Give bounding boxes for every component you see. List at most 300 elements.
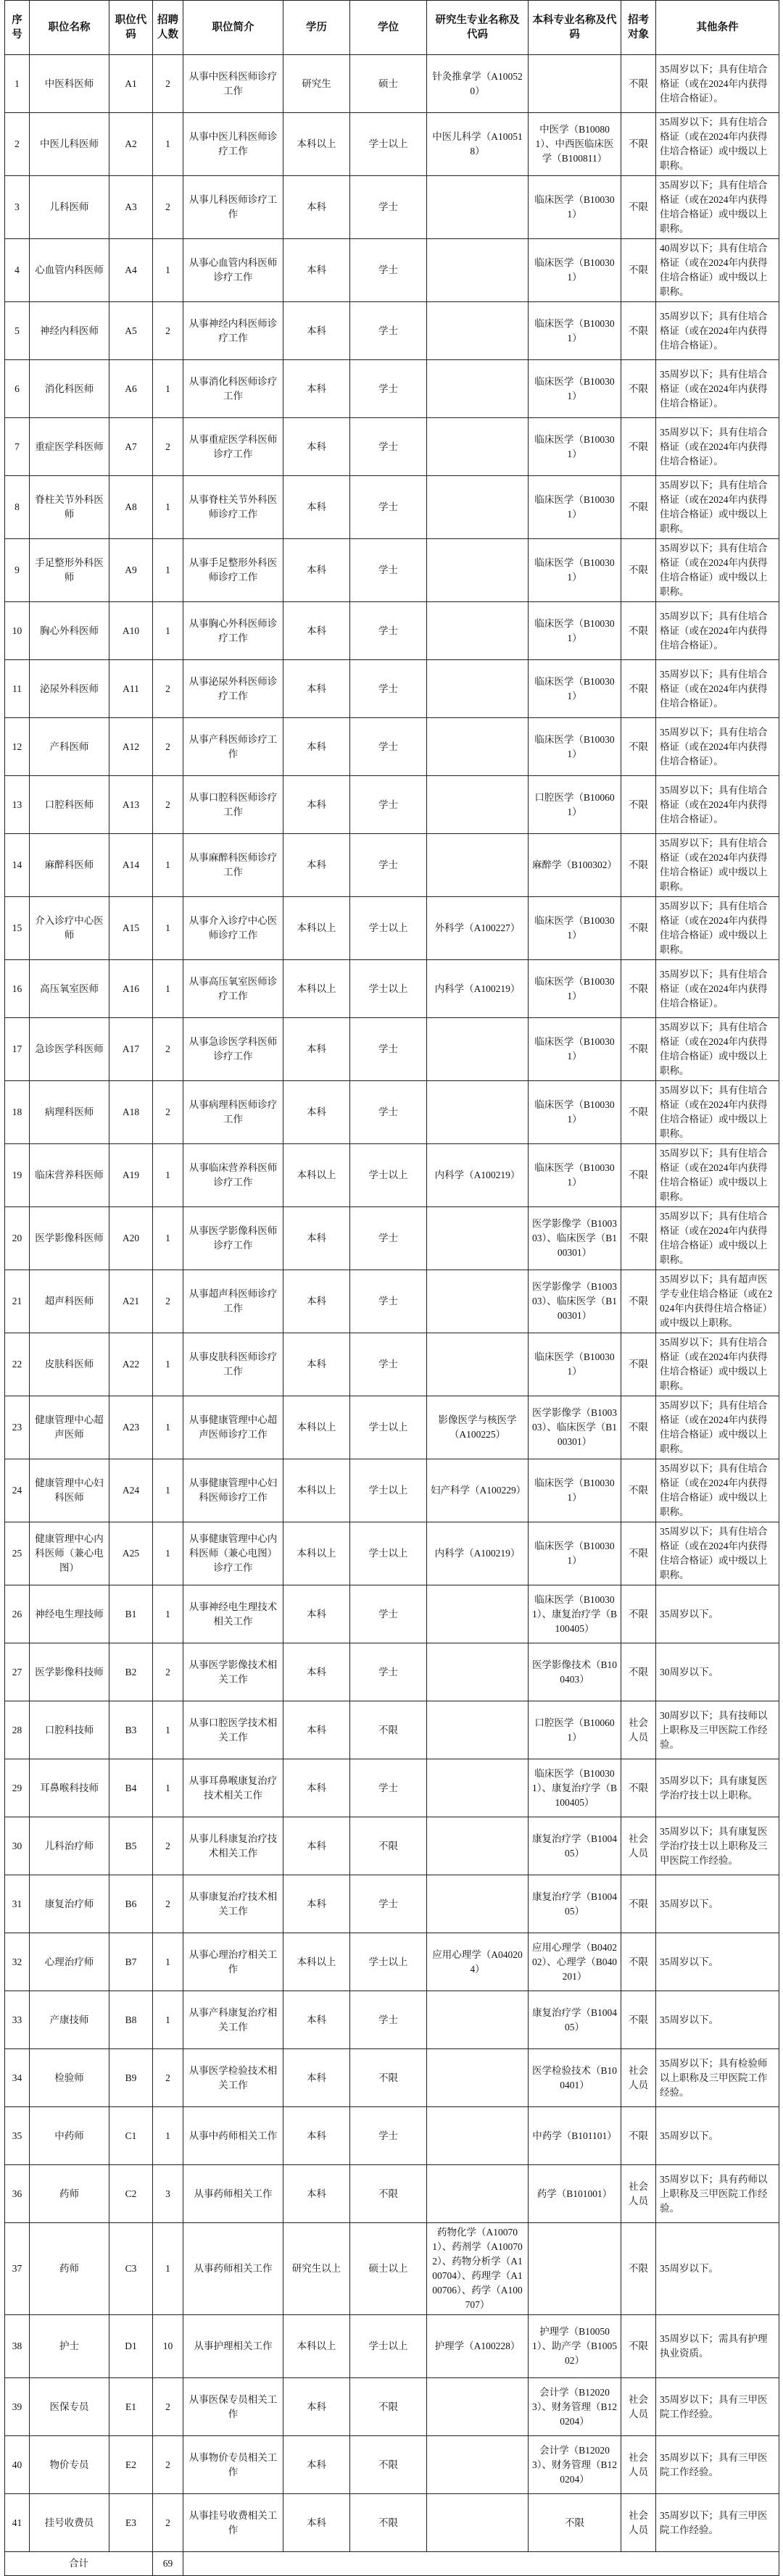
position-name: 皮肤科医师 (30, 1333, 109, 1396)
row-number: 34 (5, 2049, 30, 2107)
row-number: 20 (5, 1207, 30, 1270)
applicant-type: 不限 (621, 2107, 656, 2165)
degree: 学士 (350, 776, 427, 834)
hire-count: 1 (153, 897, 183, 960)
position-description: 从事康复治疗技术相关工作 (183, 1875, 283, 1933)
position-code: A13 (109, 776, 153, 834)
position-name: 超声科医师 (30, 1270, 109, 1333)
education: 本科 (283, 1759, 350, 1817)
position-name: 消化科医师 (30, 360, 109, 418)
degree: 学士 (350, 1991, 427, 2049)
row-number: 3 (5, 176, 30, 239)
undergraduate-major: 临床医学（B100301） (529, 1459, 621, 1522)
degree: 学士 (350, 1081, 427, 1144)
position-code: A23 (109, 1396, 153, 1459)
row-number: 16 (5, 960, 30, 1018)
other-conditions: 35周岁以下；具有住培合格证（或在2024年内获得住培合格证）或中级以上职称。 (656, 1081, 779, 1144)
position-name: 高压氧室医师 (30, 960, 109, 1018)
header-cell: 序号 (5, 1, 30, 55)
position-code: A19 (109, 1144, 153, 1207)
hire-count: 1 (153, 2107, 183, 2165)
applicant-type: 不限 (621, 1144, 656, 1207)
graduate-major: 药物化学（A100701）、药剂学（A100702）、药物分析学（A100704）、药理学（A100706）、药学（A100707） (427, 2223, 529, 2315)
table-row (5, 1643, 779, 1701)
undergraduate-major: 临床医学（B100301） (529, 1081, 621, 1144)
position-code: C1 (109, 2107, 153, 2165)
position-name: 产康技师 (30, 1991, 109, 2049)
position-code: B1 (109, 1585, 153, 1643)
position-description: 从事泌尿外科医师诊疗工作 (183, 660, 283, 718)
other-conditions: 35周岁以下。 (656, 1991, 779, 2049)
row-number: 10 (5, 602, 30, 660)
graduate-major: 护理学（A100228） (427, 2315, 529, 2378)
table-row (5, 113, 779, 176)
graduate-major (427, 239, 529, 302)
position-code: B9 (109, 2049, 153, 2107)
applicant-type: 不限 (621, 176, 656, 239)
table-row (5, 360, 779, 418)
position-code: B5 (109, 1817, 153, 1875)
header-cell: 职位简介 (183, 1, 283, 55)
position-name: 病理科医师 (30, 1081, 109, 1144)
applicant-type: 不限 (621, 302, 656, 360)
position-code: A3 (109, 176, 153, 239)
education: 本科 (283, 418, 350, 476)
table-row (5, 539, 779, 602)
degree: 学士以上 (350, 2315, 427, 2378)
position-name: 药师 (30, 2165, 109, 2223)
hire-count: 2 (153, 1643, 183, 1701)
degree: 学士 (350, 2107, 427, 2165)
graduate-major: 中医儿科学（A100518） (427, 113, 529, 176)
undergraduate-major: 口腔医学（B100601） (529, 776, 621, 834)
graduate-major (427, 1991, 529, 2049)
position-code: C2 (109, 2165, 153, 2223)
other-conditions: 35周岁以下；具有住培合格证（或在2024年内获得住培合格证）。 (656, 660, 779, 718)
row-number: 11 (5, 660, 30, 718)
degree: 学士以上 (350, 960, 427, 1018)
hire-count: 2 (153, 1270, 183, 1333)
education: 本科 (283, 239, 350, 302)
table-row (5, 1144, 779, 1207)
row-number: 32 (5, 1933, 30, 1991)
degree: 学士 (350, 418, 427, 476)
other-conditions: 35周岁以下；具有康复医学治疗技士以上职称。 (656, 1759, 779, 1817)
row-number: 36 (5, 2165, 30, 2223)
position-name: 康复治疗师 (30, 1875, 109, 1933)
hire-count: 1 (153, 1144, 183, 1207)
position-code: B8 (109, 1991, 153, 2049)
graduate-major (427, 2165, 529, 2223)
applicant-type: 不限 (621, 476, 656, 539)
position-description: 从事健康管理中心超声医师诊疗工作 (183, 1396, 283, 1459)
applicant-type: 不限 (621, 2223, 656, 2315)
hire-count: 1 (153, 1933, 183, 1991)
education: 本科 (283, 2494, 350, 2552)
position-name: 挂号收费员 (30, 2494, 109, 2552)
hire-count: 1 (153, 2223, 183, 2315)
position-name: 脊柱关节外科医师 (30, 476, 109, 539)
table-row (5, 2165, 779, 2223)
degree: 学士以上 (350, 1396, 427, 1459)
undergraduate-major: 临床医学（B100301） (529, 539, 621, 602)
education: 本科以上 (283, 897, 350, 960)
position-description: 从事手足整形外科医师诊疗工作 (183, 539, 283, 602)
position-code: A8 (109, 476, 153, 539)
graduate-major (427, 2107, 529, 2165)
applicant-type: 不限 (621, 1018, 656, 1081)
table-row (5, 1585, 779, 1643)
position-code: A5 (109, 302, 153, 360)
undergraduate-major: 麻醉学（B100302） (529, 834, 621, 897)
education: 本科以上 (283, 1933, 350, 1991)
row-number: 4 (5, 239, 30, 302)
position-description: 从事病理科医师诊疗工作 (183, 1081, 283, 1144)
education: 本科 (283, 1701, 350, 1759)
hire-count: 10 (153, 2315, 183, 2378)
table-row (5, 834, 779, 897)
degree: 学士以上 (350, 1522, 427, 1585)
position-code: D1 (109, 2315, 153, 2378)
graduate-major (427, 1081, 529, 1144)
applicant-type: 社会人员 (621, 2436, 656, 2494)
graduate-major (427, 418, 529, 476)
row-number: 19 (5, 1144, 30, 1207)
position-name: 健康管理中心妇科医师 (30, 1459, 109, 1522)
graduate-major (427, 539, 529, 602)
position-code: A25 (109, 1522, 153, 1585)
table-row (5, 2223, 779, 2315)
applicant-type: 不限 (621, 1643, 656, 1701)
education: 本科以上 (283, 1459, 350, 1522)
position-description: 从事心理治疗相关工作 (183, 1933, 283, 1991)
row-number: 39 (5, 2378, 30, 2436)
table-row (5, 302, 779, 360)
education: 本科以上 (283, 960, 350, 1018)
position-code: E3 (109, 2494, 153, 2552)
other-conditions: 35周岁以下。 (656, 1585, 779, 1643)
applicant-type: 不限 (621, 1333, 656, 1396)
applicant-type: 不限 (621, 718, 656, 776)
undergraduate-major: 康复治疗学（B100405） (529, 1817, 621, 1875)
degree: 学士 (350, 176, 427, 239)
applicant-type: 不限 (621, 660, 656, 718)
position-name: 医学影像科医师 (30, 1207, 109, 1270)
applicant-type: 不限 (621, 1875, 656, 1933)
header-cell: 研究生专业名称及代码 (427, 1, 529, 55)
table-row (5, 1991, 779, 2049)
position-description: 从事皮肤科医师诊疗工作 (183, 1333, 283, 1396)
graduate-major (427, 834, 529, 897)
degree: 学士 (350, 1018, 427, 1081)
undergraduate-major: 临床医学（B100301） (529, 897, 621, 960)
applicant-type: 不限 (621, 602, 656, 660)
undergraduate-major: 口腔医学（B100601） (529, 1701, 621, 1759)
applicant-type: 不限 (621, 1270, 656, 1333)
header-cell: 本科专业名称及代码 (529, 1, 621, 55)
applicant-type: 不限 (621, 418, 656, 476)
other-conditions: 35周岁以下；具有住培合格证（或在2024年内获得住培合格证）。 (656, 55, 779, 113)
graduate-major (427, 1759, 529, 1817)
applicant-type: 不限 (621, 1081, 656, 1144)
education: 本科 (283, 2107, 350, 2165)
total-blank (183, 2552, 779, 2576)
position-name: 心血管内科医师 (30, 239, 109, 302)
row-number: 24 (5, 1459, 30, 1522)
education: 本科以上 (283, 2315, 350, 2378)
header-cell: 其他条件 (656, 1, 779, 55)
position-code: B3 (109, 1701, 153, 1759)
undergraduate-major: 药学（B101001） (529, 2165, 621, 2223)
applicant-type: 不限 (621, 239, 656, 302)
position-name: 胸心外科医师 (30, 602, 109, 660)
applicant-type: 不限 (621, 1522, 656, 1585)
undergraduate-major: 应用心理学（B040202）、心理学（B040201） (529, 1933, 621, 1991)
degree: 学士 (350, 602, 427, 660)
education: 本科以上 (283, 1396, 350, 1459)
hire-count: 1 (153, 1991, 183, 2049)
applicant-type: 社会人员 (621, 1817, 656, 1875)
undergraduate-major: 会计学（B120203）、财务管理（B120204） (529, 2436, 621, 2494)
table-row (5, 2315, 779, 2378)
row-number: 5 (5, 302, 30, 360)
graduate-major (427, 1585, 529, 1643)
position-name: 急诊医学科医师 (30, 1018, 109, 1081)
other-conditions: 40周岁以下；具有住培合格证（或在2024年内获得住培合格证）或中级以上职称。 (656, 239, 779, 302)
table-row (5, 1018, 779, 1081)
degree: 学士以上 (350, 1933, 427, 1991)
table-row (5, 2049, 779, 2107)
degree: 学士 (350, 660, 427, 718)
degree: 不限 (350, 2165, 427, 2223)
position-description: 从事医保专员相关工作 (183, 2378, 283, 2436)
row-number: 2 (5, 113, 30, 176)
education: 研究生 (283, 55, 350, 113)
position-description: 从事神经电生理技术相关工作 (183, 1585, 283, 1643)
hire-count: 2 (153, 55, 183, 113)
applicant-type: 社会人员 (621, 2049, 656, 2107)
position-code: A14 (109, 834, 153, 897)
table-header-row (5, 1, 779, 55)
undergraduate-major: 中医学（B100801）、中西医临床医学（B100811） (529, 113, 621, 176)
undergraduate-major: 临床医学（B100301） (529, 1144, 621, 1207)
applicant-type: 不限 (621, 55, 656, 113)
applicant-type: 不限 (621, 360, 656, 418)
table-row (5, 602, 779, 660)
undergraduate-major (529, 2223, 621, 2315)
table-row (5, 418, 779, 476)
applicant-type: 社会人员 (621, 2378, 656, 2436)
row-number: 8 (5, 476, 30, 539)
graduate-major (427, 360, 529, 418)
other-conditions: 35周岁以下。 (656, 1933, 779, 1991)
position-description: 从事儿科医师诊疗工作 (183, 176, 283, 239)
position-name: 介入诊疗中心医师 (30, 897, 109, 960)
position-name: 心理治疗师 (30, 1933, 109, 1991)
education: 本科 (283, 476, 350, 539)
undergraduate-major: 医学影像学（B100303）、临床医学（B100301） (529, 1207, 621, 1270)
position-code: A9 (109, 539, 153, 602)
education: 本科 (283, 718, 350, 776)
education: 本科 (283, 1643, 350, 1701)
table-row (5, 2494, 779, 2552)
row-number: 6 (5, 360, 30, 418)
undergraduate-major (529, 55, 621, 113)
position-code: B6 (109, 1875, 153, 1933)
hire-count: 2 (153, 1817, 183, 1875)
position-description: 从事挂号收费相关工作 (183, 2494, 283, 2552)
undergraduate-major: 康复治疗学（B100405） (529, 1991, 621, 2049)
education: 本科 (283, 1081, 350, 1144)
graduate-major (427, 1018, 529, 1081)
position-code: A4 (109, 239, 153, 302)
undergraduate-major: 临床医学（B100301） (529, 960, 621, 1018)
undergraduate-major: 临床医学（B100301） (529, 418, 621, 476)
degree: 学士以上 (350, 113, 427, 176)
hire-count: 2 (153, 718, 183, 776)
table-row (5, 1207, 779, 1270)
graduate-major (427, 2436, 529, 2494)
hire-count: 1 (153, 1585, 183, 1643)
other-conditions: 30周岁以下；具有技师以上职称及三甲医院工作经验。 (656, 1701, 779, 1759)
other-conditions: 35周岁以下。 (656, 2107, 779, 2165)
position-description: 从事产科康复治疗相关工作 (183, 1991, 283, 2049)
table-row (5, 718, 779, 776)
header-cell: 招考对象 (621, 1, 656, 55)
undergraduate-major: 会计学（B120203）、财务管理（B120204） (529, 2378, 621, 2436)
position-description: 从事护理相关工作 (183, 2315, 283, 2378)
education: 本科 (283, 1991, 350, 2049)
hire-count: 2 (153, 776, 183, 834)
position-name: 儿科治疗师 (30, 1817, 109, 1875)
position-name: 健康管理中心超声医师 (30, 1396, 109, 1459)
education: 研究生以上 (283, 2223, 350, 2315)
position-description: 从事物价专员相关工作 (183, 2436, 283, 2494)
degree: 不限 (350, 2049, 427, 2107)
header-cell: 职位名称 (30, 1, 109, 55)
position-description: 从事麻醉科医师诊疗工作 (183, 834, 283, 897)
graduate-major (427, 602, 529, 660)
position-code: A24 (109, 1459, 153, 1522)
degree: 学士 (350, 834, 427, 897)
graduate-major (427, 302, 529, 360)
hire-count: 1 (153, 1207, 183, 1270)
applicant-type: 不限 (621, 1933, 656, 1991)
position-description: 从事急诊医学科医师诊疗工作 (183, 1018, 283, 1081)
undergraduate-major: 医学影像技术（B100403） (529, 1643, 621, 1701)
table-row (5, 2378, 779, 2436)
position-description: 从事胸心外科医师诊疗工作 (183, 602, 283, 660)
degree: 硕士 (350, 55, 427, 113)
graduate-major: 外科学（A100227） (427, 897, 529, 960)
degree: 不限 (350, 1701, 427, 1759)
hire-count: 1 (153, 1459, 183, 1522)
position-code: A18 (109, 1081, 153, 1144)
row-number: 35 (5, 2107, 30, 2165)
position-description: 从事高压氧室医师诊疗工作 (183, 960, 283, 1018)
recruitment-table (4, 0, 779, 2576)
hire-count: 2 (153, 1081, 183, 1144)
other-conditions: 35周岁以下。 (656, 1875, 779, 1933)
position-code: A2 (109, 113, 153, 176)
row-number: 15 (5, 897, 30, 960)
position-code: A21 (109, 1270, 153, 1333)
hire-count: 2 (153, 2378, 183, 2436)
position-description: 从事口腔医学技术相关工作 (183, 1701, 283, 1759)
degree: 学士 (350, 239, 427, 302)
hire-count: 2 (153, 1018, 183, 1081)
row-number: 13 (5, 776, 30, 834)
table-row (5, 1333, 779, 1396)
applicant-type: 不限 (621, 1459, 656, 1522)
applicant-type: 不限 (621, 1585, 656, 1643)
undergraduate-major: 临床医学（B100301） (529, 360, 621, 418)
graduate-major (427, 660, 529, 718)
row-number: 33 (5, 1991, 30, 2049)
header-cell: 招聘人数 (153, 1, 183, 55)
other-conditions: 35周岁以下；具有康复医学治疗技士以上职称及三甲医院工作经验。 (656, 1817, 779, 1875)
other-conditions: 35周岁以下；具有三甲医院工作经验。 (656, 2378, 779, 2436)
other-conditions: 35周岁以下；具有三甲医院工作经验。 (656, 2436, 779, 2494)
position-code: C3 (109, 2223, 153, 2315)
education: 本科 (283, 1817, 350, 1875)
education: 本科 (283, 1875, 350, 1933)
other-conditions: 35周岁以下；具有住培合格证（或在2024年内获得住培合格证）或中级以上职称。 (656, 1144, 779, 1207)
other-conditions: 35周岁以下；具有超声医学专业住培合格证（或在2024年内获得住培合格证）或中级以上职称。 (656, 1270, 779, 1333)
table-row (5, 1933, 779, 1991)
other-conditions: 35周岁以下；具有住培合格证（或在2024年内获得住培合格证）。 (656, 602, 779, 660)
position-name: 医学影像科技师 (30, 1643, 109, 1701)
row-number: 40 (5, 2436, 30, 2494)
education: 本科以上 (283, 1522, 350, 1585)
graduate-major (427, 1333, 529, 1396)
position-description: 从事医学影像科医师诊疗工作 (183, 1207, 283, 1270)
hire-count: 1 (153, 539, 183, 602)
undergraduate-major: 临床医学（B100301） (529, 1522, 621, 1585)
position-description: 从事药师相关工作 (183, 2165, 283, 2223)
undergraduate-major: 临床医学（B100301） (529, 660, 621, 718)
hire-count: 2 (153, 2049, 183, 2107)
education: 本科 (283, 1018, 350, 1081)
position-description: 从事健康管理中心妇科医师诊疗工作 (183, 1459, 283, 1522)
graduate-major (427, 1701, 529, 1759)
position-name: 医保专员 (30, 2378, 109, 2436)
hire-count: 1 (153, 360, 183, 418)
position-name: 手足整形外科医师 (30, 539, 109, 602)
other-conditions: 35周岁以下；具有住培合格证（或在2024年内获得住培合格证）。 (656, 960, 779, 1018)
position-description: 从事儿科康复治疗技术相关工作 (183, 1817, 283, 1875)
undergraduate-major: 临床医学（B100301）、康复治疗学（B100405） (529, 1759, 621, 1817)
applicant-type: 不限 (621, 2315, 656, 2378)
graduate-major: 妇产科学（A100229） (427, 1459, 529, 1522)
row-number: 1 (5, 55, 30, 113)
table-row (5, 176, 779, 239)
position-description: 从事心血管内科医师诊疗工作 (183, 239, 283, 302)
table-row (5, 1522, 779, 1585)
hire-count: 2 (153, 418, 183, 476)
other-conditions: 35周岁以下；具有住培合格证（或在2024年内获得住培合格证）或中级以上职称。 (656, 834, 779, 897)
applicant-type: 社会人员 (621, 1701, 656, 1759)
education: 本科 (283, 1585, 350, 1643)
position-code: B4 (109, 1759, 153, 1817)
graduate-major: 内科学（A100219） (427, 1522, 529, 1585)
position-description: 从事口腔科医师诊疗工作 (183, 776, 283, 834)
header-cell: 职位代码 (109, 1, 153, 55)
position-code: A7 (109, 418, 153, 476)
education: 本科 (283, 660, 350, 718)
graduate-major: 内科学（A100219） (427, 960, 529, 1018)
other-conditions: 35周岁以下；具有住培合格证（或在2024年内获得住培合格证）或中级以上职称。 (656, 539, 779, 602)
